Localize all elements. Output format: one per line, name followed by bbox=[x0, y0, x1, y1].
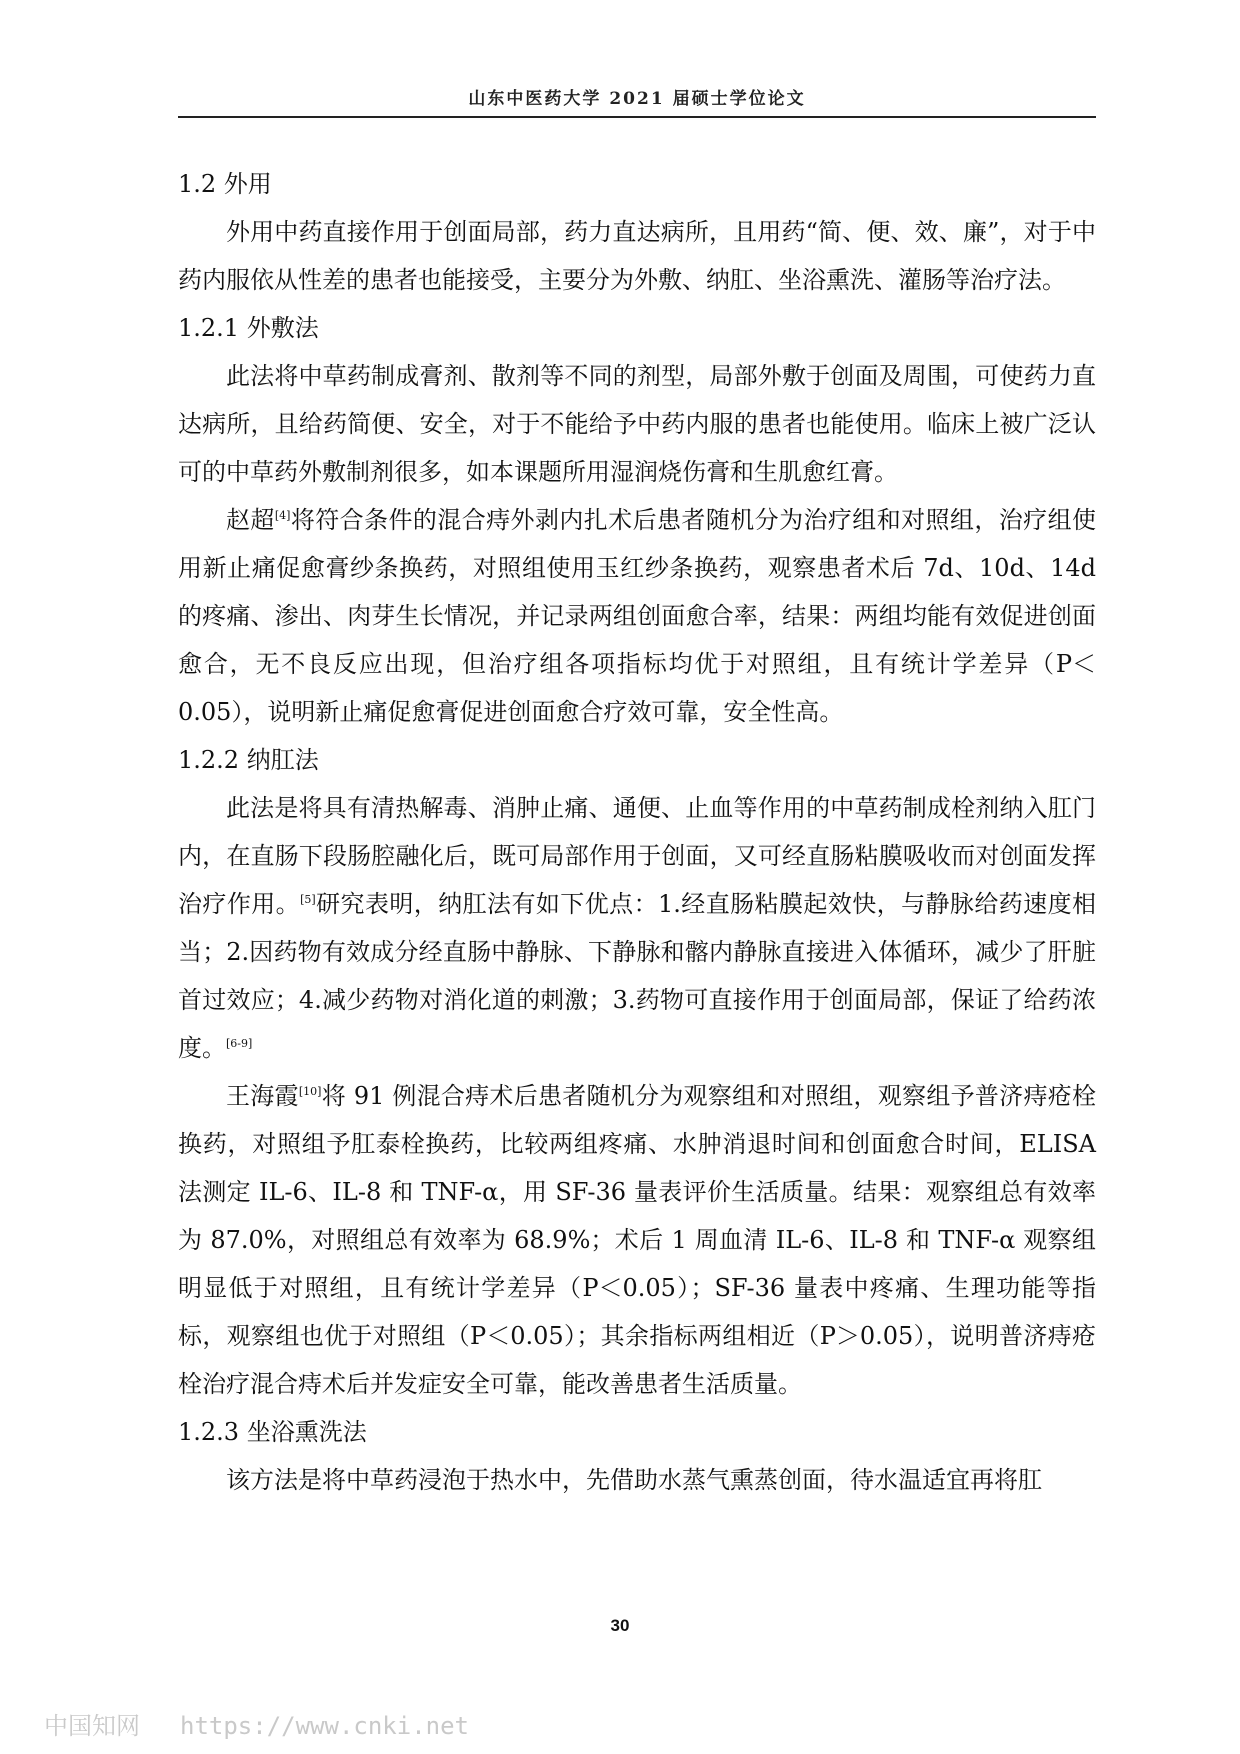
paragraph-text: 此法是将具有清热解毒、消肿止痛、通便、止血等作用的中草药制成栓剂纳入肛门内，在直肠下段肠腔融化后，既可局部作用于创面，又可经直肠粘膜吸收而对创面发挥治疗作用。 bbox=[178, 794, 1096, 918]
watermark-brand: 中国知网 bbox=[44, 1712, 140, 1740]
citation-ref: [4] bbox=[274, 509, 291, 522]
paragraph bbox=[178, 496, 1096, 736]
citation-ref: [10] bbox=[298, 1085, 322, 1098]
paragraph: 该方法是将中草药浸泡于热水中，先借助水蒸气熏蒸创面，待水温适宜再将肛 bbox=[226, 1466, 1042, 1494]
paragraph bbox=[178, 784, 1096, 1072]
section-heading-1-2-2: 1.2.2 纳肛法 bbox=[178, 746, 319, 774]
running-header: 山东中医药大学 2021 届硕士学位论文 bbox=[468, 89, 806, 109]
section-heading-1-2-1: 1.2.1 外敷法 bbox=[178, 314, 319, 342]
citation-ref: [5] bbox=[300, 893, 316, 906]
paragraph: 此法将中草药制成膏剂、散剂等不同的剂型，局部外敷于创面及周围，可使药力直达病所，且给药简便、安全，对于不能给予中药内服的患者也能使用。临床上被广泛认可的中草药外敷制剂很多，如本课题所用湿润烧伤膏和生肌愈红膏。 bbox=[178, 362, 1096, 486]
paragraph bbox=[178, 1072, 1096, 1408]
cnki-watermark bbox=[44, 1706, 469, 1741]
page-number: 30 bbox=[610, 1616, 630, 1635]
paragraph-text: 将 91 例混合痔术后患者随机分为观察组和对照组，观察组予普济痔疮栓换药，对照组予肛泰栓换药，比较两组疼痛、水肿消退时间和创面愈合时间，ELISA 法测定 IL-6、IL-8 和 TNF-α，用 SF-36 量表评价生活质量。结果：观察组总有效率为 87.0%，对照组总有效率为 68.9%；术后 1 周血清 IL-6、IL-8 和 TNF-α 观察组明显低于对照组，且有统计学差异（P＜0.05）；SF-36 量表中疼痛、生理功能等指标，观察组也优于对照组（P＜0.05）；其余指标两组相近（P＞0.05），说明普济痔疮栓治疗混合痔术后并发症安全可靠，能改善患者生活质量。 bbox=[178, 1082, 1097, 1398]
paragraph-text: 研究表明，纳肛法有如下优点：1.经直肠粘膜起效快，与静脉给药速度相当；2.因药物有效成分经直肠中静脉、下静脉和髂内静脉直接进入体循环，减少了肝脏首过效应；4.减少药物对消化道的刺激；3.药物可直接作用于创面局部，保证了给药浓度。 bbox=[178, 890, 1097, 1062]
section-heading-1-2: 1.2 外用 bbox=[178, 170, 272, 198]
header-rule bbox=[178, 116, 1096, 118]
paragraph-text: 将符合条件的混合痔外剥内扎术后患者随机分为治疗组和对照组，治疗组使用新止痛促愈膏纱条换药，对照组使用玉红纱条换药，观察患者术后 7d、10d、14d 的疼痛、渗出、肉芽生长情况，并记录两组创面愈合率，结果：两组均能有效促进创面愈合，无不良反应出现，但治疗组各项指标均优于对照组，且有统计学差异（P＜0.05），说明新止痛促愈膏促进创面愈合疗效可靠，安全性高。 bbox=[178, 506, 1097, 726]
citation-ref: [6-9] bbox=[226, 1037, 253, 1050]
section-heading-1-2-3: 1.2.3 坐浴熏洗法 bbox=[178, 1418, 367, 1446]
page-body bbox=[178, 160, 1096, 1504]
watermark-url: https://www.cnki.net bbox=[180, 1712, 469, 1740]
author-name: 赵超 bbox=[226, 506, 275, 534]
paragraph: 外用中药直接作用于创面局部，药力直达病所，且用药“简、便、效、廉”，对于中药内服依从性差的患者也能接受，主要分为外敷、纳肛、坐浴熏洗、灌肠等治疗法。 bbox=[178, 218, 1096, 294]
author-name: 王海霞 bbox=[226, 1082, 299, 1110]
